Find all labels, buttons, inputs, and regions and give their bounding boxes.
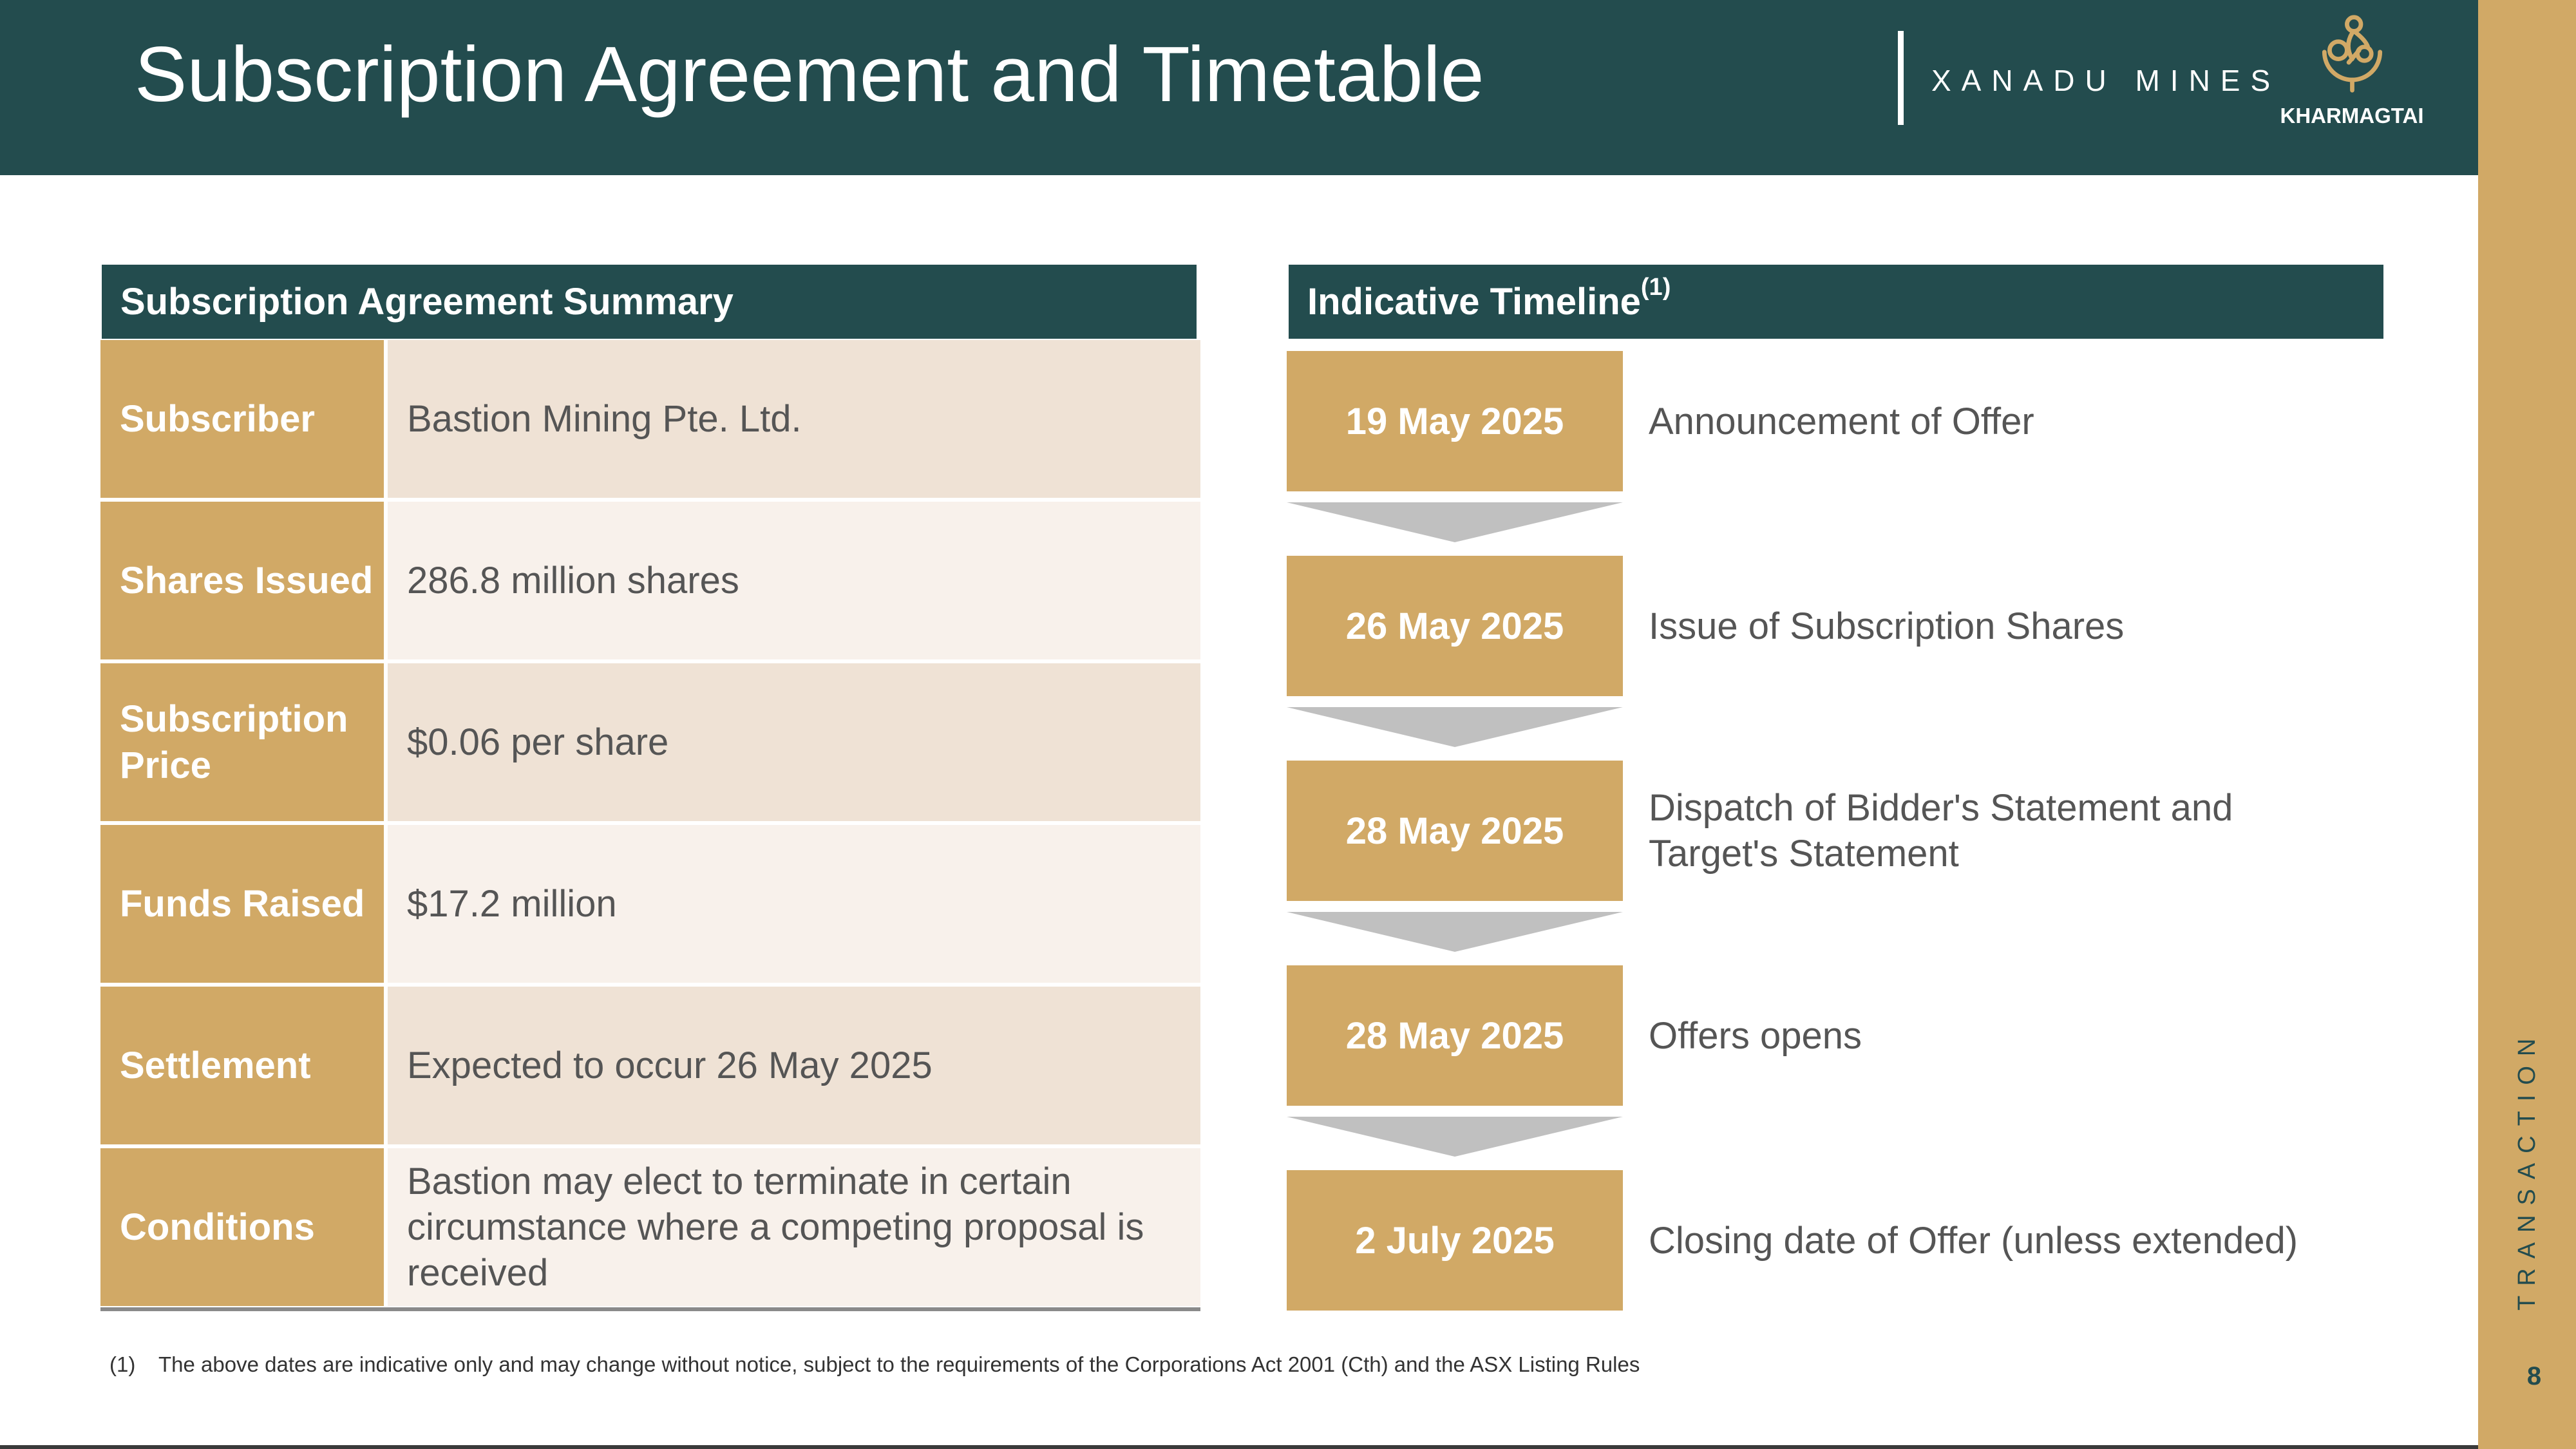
timeline-event: Issue of Subscription Shares [1649, 605, 2125, 647]
kharmagtai-leaf-emblem-icon [2309, 10, 2396, 97]
header-band [0, 0, 2478, 175]
chevron-down-icon [1287, 707, 1623, 747]
row-value: $17.2 million [388, 825, 1200, 983]
row-label: Settlement [100, 987, 384, 1144]
table-row [100, 502, 1200, 659]
timeline-date: 28 May 2025 [1287, 761, 1623, 901]
row-label: Shares Issued [100, 502, 384, 659]
table-row [100, 1148, 1200, 1306]
row-label: Subscription Price [100, 663, 384, 821]
timeline-footnote-ref: (1) [1640, 274, 1671, 301]
chevron-down-icon [1287, 1117, 1623, 1157]
timeline-event: Dispatch of Bidder's Statement and Target's Statement [1649, 787, 2233, 875]
timeline-event: Closing date of Offer (unless extended) [1649, 1219, 2298, 1262]
table-row [100, 340, 1200, 498]
table-row [100, 987, 1200, 1144]
row-label: Conditions [100, 1148, 384, 1306]
timeline-event: Offers opens [1649, 1014, 1862, 1057]
section-label-text: TRANSACTION [2514, 1028, 2541, 1311]
table-row [100, 825, 1200, 983]
row-label: Funds Raised [100, 825, 384, 983]
row-value: Bastion may elect to terminate in certain circumstance where a competing proposal is received [388, 1148, 1200, 1306]
timeline-event: Announcement of Offer [1649, 400, 2034, 442]
bottom-divider [0, 1445, 2478, 1449]
timeline-date: 28 May 2025 [1287, 965, 1623, 1106]
row-label: Subscriber [100, 340, 384, 498]
page-number: 8 [2526, 1362, 2542, 1390]
page-title: Subscription Agreement and Timetable [135, 30, 1484, 118]
brand-divider [1898, 31, 1904, 125]
timeline-date: 26 May 2025 [1287, 556, 1623, 696]
footnote-text: The above dates are indicative only and may change without notice, subject to the requirements of the Corporations Act 2001 (Cth) and the ASX Listing Rules [158, 1352, 1640, 1376]
timeline-date: 2 July 2025 [1287, 1170, 1623, 1311]
timeline-header-text: Indicative Timeline [1307, 281, 1641, 323]
chevron-down-icon [1287, 912, 1623, 952]
timeline-header [1289, 265, 2383, 339]
row-value: $0.06 per share [388, 663, 1200, 821]
logo-text: KHARMAGTAI [2280, 104, 2424, 128]
row-value: Bastion Mining Pte. Ltd. [388, 340, 1200, 498]
row-value: 286.8 million shares [388, 502, 1200, 659]
footnote-marker: (1) [109, 1352, 136, 1376]
row-value: Expected to occur 26 May 2025 [388, 987, 1200, 1144]
footnote [109, 1350, 1640, 1379]
table-row [100, 663, 1200, 821]
chevron-down-icon [1287, 502, 1623, 542]
summary-header: Subscription Agreement Summary [102, 265, 1197, 339]
brand-name: XANADU MINES [1931, 64, 2281, 97]
section-label [2512, 1028, 2543, 1311]
timeline-date: 19 May 2025 [1287, 351, 1623, 491]
summary-table [100, 340, 1200, 1311]
